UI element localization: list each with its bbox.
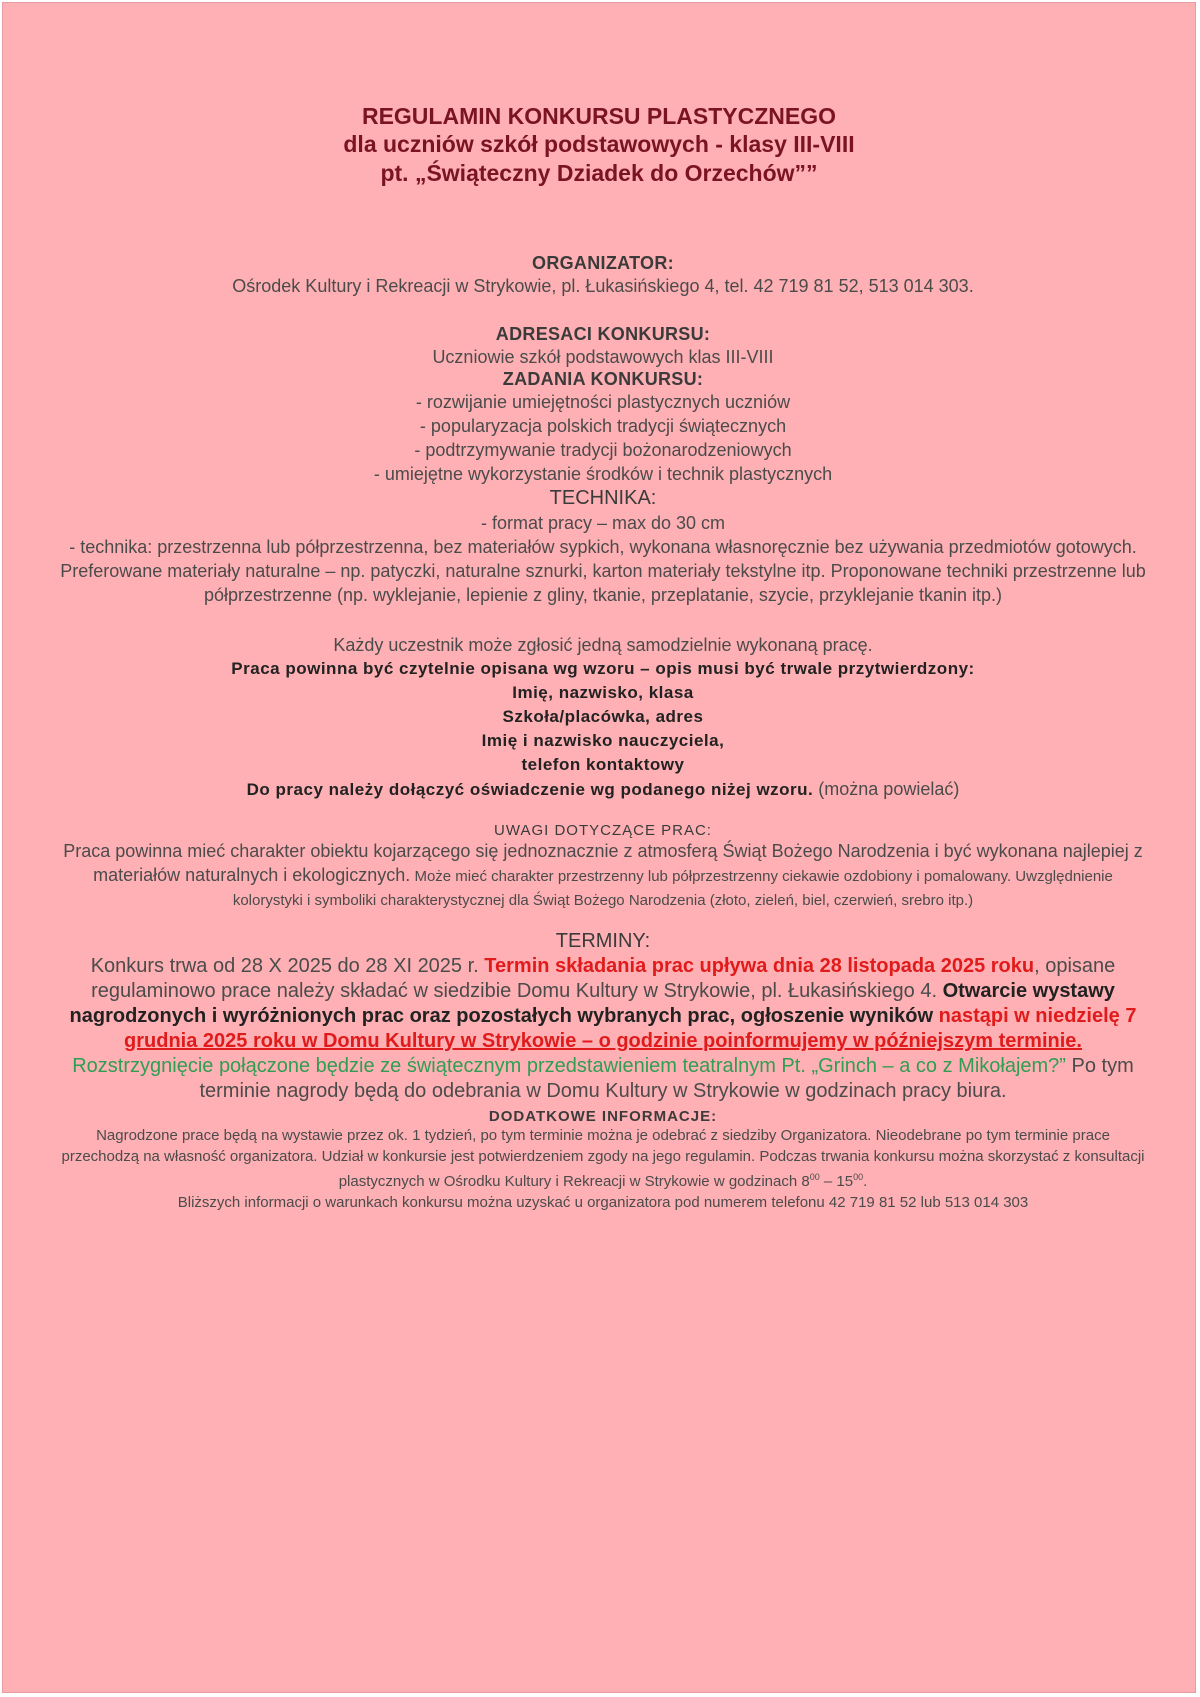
remarks-heading: UWAGI DOTYCZĄCE PRAC: xyxy=(494,822,712,839)
additional-heading: DODATKOWE INFORMACJE: xyxy=(488,1108,718,1125)
label-field: Imię, nazwisko, klasa xyxy=(512,683,694,702)
additional-text xyxy=(58,1125,1148,1192)
remarks-text xyxy=(58,839,1148,911)
dates-show: Rozstrzygnięcie połączone będzie ze świątecznym przedstawieniem teatralnym Pt. „Grinch – a co z Mikołajem?” xyxy=(72,1055,1066,1077)
label-field: Imię i nazwisko nauczyciela, xyxy=(481,731,725,750)
hour-dash: – 15 xyxy=(819,1173,854,1190)
hour-from-sup: 00 xyxy=(809,1172,820,1182)
dates-exhibition: Otwarcie wystawy nagrodzonych i wyróżnionych prac oraz pozostałych wybranych prac, ogłoszenie wyników xyxy=(69,980,1115,1027)
dates-heading: TERMINY: xyxy=(555,930,651,952)
dates-deadline: Termin składania prac upływa dnia 28 listopada 2025 roku xyxy=(484,955,1035,977)
attach-note: (można powielać) xyxy=(813,779,960,799)
dates-exhibition-place: grudnia 2025 roku w Domu Kultury w Strykowie – o godzinie poinformujemy w późniejszym terminie. xyxy=(124,1030,1082,1052)
addressees-text: Uczniowie szkół podstawowych klas III-VIII xyxy=(432,347,774,367)
attach-statement xyxy=(58,777,1148,802)
attach-rule: Do pracy należy dołączyć oświadczenie wg podanego niżej wzoru. xyxy=(246,780,814,799)
label-rule: Praca powinna być czytelnie opisana wg wzoru – opis musi być trwale przytwierdzony: xyxy=(231,659,975,678)
remarks-text-extra: Może mieć charakter przestrzenny lub półprzestrzenny ciekawie ozdobiony i pomalowany. Uwzględnienie kolorystyki i symboliki charakterystycznej dla Świąt Bożego Narodzenia (złoto, zieleń, biel, czerwień, srebro itp.) xyxy=(232,868,1113,909)
hour-to-sup: 00 xyxy=(853,1172,864,1182)
document-subtitle: dla uczniów szkół podstawowych - klasy III-VIII xyxy=(343,131,855,157)
dates-period: Konkurs trwa od 28 X 2025 do 28 XI 2025 r. xyxy=(90,955,485,977)
remarks-text-main: Praca powinna mieć charakter obiektu kojarzącego się jednoznacznie z atmosferą Świąt Bożego Narodzenia i być wykonana najlepiej z materiałów naturalnych i ekologicznych. xyxy=(63,841,1143,885)
contest-name: pt. „Świąteczny Dziadek do Orzechów”” xyxy=(380,160,818,186)
document-title: REGULAMIN KONKURSU PLASTYCZNEGO xyxy=(361,103,837,129)
dates-pickup: Po tym terminie nagrody będą do odebrania w Domu Kultury w Strykowie w godzinach pracy biura. xyxy=(199,1055,1134,1102)
additional-end: . xyxy=(863,1173,868,1190)
addressees-heading: ADRESACI KONKURSU: xyxy=(495,324,711,344)
organizer-text: Ośrodek Kultury i Rekreacji w Strykowie, pl. Łukasińskiego 4, tel. 42 719 81 52, 513 014 303. xyxy=(232,276,974,296)
regulations-body xyxy=(58,253,1148,1213)
label-field: telefon kontaktowy xyxy=(521,755,685,774)
dates-text xyxy=(58,954,1148,1104)
tasks-heading: ZADANIA KONKURSU: xyxy=(502,369,704,389)
task-item: - umiejętne wykorzystanie środków i technik plastycznych xyxy=(373,464,833,484)
organizer-heading: ORGANIZATOR: xyxy=(532,253,674,273)
task-item: - podtrzymywanie tradycji bożonarodzeniowych xyxy=(414,440,792,460)
additional-contact: Bliższych informacji o warunkach konkursu można uzyskać u organizatora pod numerem telefonu 42 719 81 52 lub 513 014 303 xyxy=(177,1194,1029,1211)
one-work-rule: Każdy uczestnik może zgłosić jedną samodzielnie wykonaną pracę. xyxy=(333,635,873,655)
additional-body: Nagrodzone prace będą na wystawie przez ok. 1 tydzień, po tym terminie można je odebrać z siedziby Organizatora. Nieodebrane po tym terminie prace przechodzą na własność organizatora. Udział w konkursie jest potwierdzeniem zgody na jego regulamin. Podczas trwania konkursu można skorzystać z konsultacji plastycznych w Ośrodku Kultury i Rekreacji w Strykowie w godzinach 8 xyxy=(61,1127,1145,1190)
task-item: - rozwijanie umiejętności plastycznych uczniów xyxy=(415,392,791,412)
dates-exhibition-date: nastąpi w niedzielę 7 xyxy=(938,1005,1137,1027)
dates-delivery: , opisane regulaminowo prace należy składać w siedzibie Domu Kultury w Strykowie, pl. Łukasińskiego 4. xyxy=(91,955,1116,1002)
document-page xyxy=(2,2,1196,1693)
label-field: Szkoła/placówka, adres xyxy=(502,707,704,726)
task-item: - popularyzacja polskich tradycji świątecznych xyxy=(419,416,787,436)
technique-description: - technika: przestrzenna lub półprzestrzenna, bez materiałów sypkich, wykonana własnoręcznie bez używania przedmiotów gotowych. Preferowane materiały naturalne – np. patyczki, naturalne sznurki, karton materiały tekstylne itp. Proponowane techniki przestrzenne lub półprzestrzenne (np. wyklejanie, lepienie z gliny, tkanie, przeplatanie, szycie, przyklejanie tkanin itp.) xyxy=(60,537,1146,605)
technique-heading: TECHNIKA: xyxy=(549,487,657,509)
technique-format: - format pracy – max do 30 cm xyxy=(480,513,726,533)
